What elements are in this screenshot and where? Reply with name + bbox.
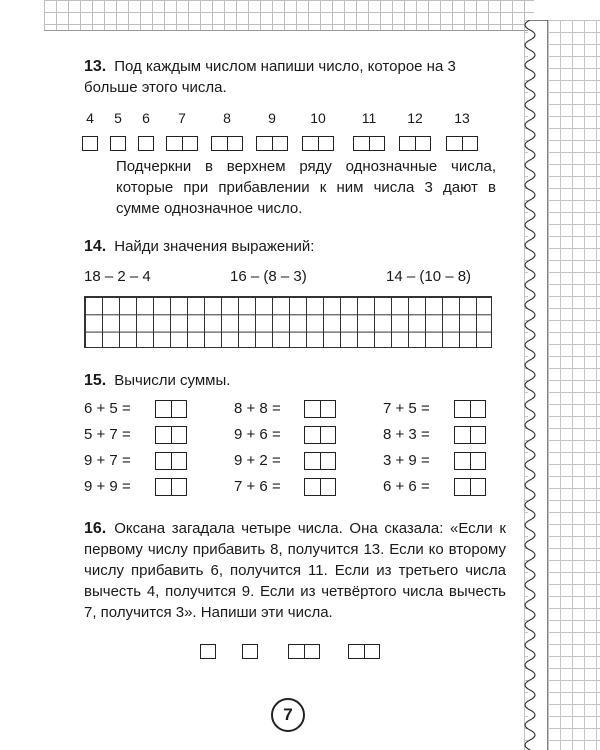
task-13-text: Под каждым числом напиши число, которое на 3 больше этого числа. (84, 58, 456, 96)
number-label: 12 (407, 110, 423, 126)
sum-expression: 7 + 5 = (383, 400, 430, 417)
task-15-number: 15. (84, 372, 107, 389)
sum-answer-box[interactable] (155, 478, 187, 496)
sum-answer-box[interactable] (304, 478, 336, 496)
task-16-text: Оксана загадала четыре числа. Она сказала: «Если к первому числу прибавить 8, получится 13. Если ко второму числу прибавить 6, получится 11. Если из третьего числа вычесть 4, получится 9. Если из четвёртого числа вычесть 7, получится 3». Напиши эти числа. (84, 520, 506, 621)
number-label: 8 (223, 110, 231, 126)
sum-expression: 6 + 5 = (84, 400, 131, 417)
sum-expression: 9 + 9 = (84, 478, 131, 495)
sum-expression: 6 + 6 = (383, 478, 430, 495)
top-grid-decoration (44, 0, 534, 31)
task-16 (84, 518, 506, 623)
page-number-text: 7 (283, 705, 293, 724)
sum-expression: 5 + 7 = (84, 426, 131, 443)
number-label: 10 (310, 110, 326, 126)
number-label: 9 (268, 110, 276, 126)
task-13 (84, 56, 504, 98)
answer-box[interactable] (82, 136, 98, 151)
sum-expression: 9 + 2 = (234, 452, 281, 469)
expression-3: 14 – (10 – 8) (386, 268, 472, 285)
sum-answer-box[interactable] (454, 400, 486, 418)
answer-box[interactable] (211, 136, 243, 151)
torn-edge-decoration (508, 20, 548, 750)
answer-box[interactable] (302, 136, 334, 151)
sum-expression: 8 + 3 = (383, 426, 430, 443)
page-number (271, 698, 305, 732)
task-15 (84, 370, 230, 391)
answer-grid[interactable] (84, 296, 492, 348)
answer-box-2[interactable] (242, 644, 258, 659)
sum-answer-box[interactable] (155, 400, 187, 418)
task-15-text: Вычисли суммы. (114, 372, 231, 389)
answer-box[interactable] (446, 136, 478, 151)
answer-box[interactable] (399, 136, 431, 151)
answer-box[interactable] (166, 136, 198, 151)
sum-answer-box[interactable] (304, 452, 336, 470)
answer-box-4[interactable] (348, 644, 380, 659)
sum-expression: 7 + 6 = (234, 478, 281, 495)
sum-answer-box[interactable] (155, 426, 187, 444)
task-14-text: Найди значения выражений: (114, 238, 315, 255)
sum-expression: 9 + 7 = (84, 452, 131, 469)
answer-box[interactable] (353, 136, 385, 151)
sum-expression: 8 + 8 = (234, 400, 281, 417)
number-label: 6 (142, 110, 150, 126)
sum-answer-box[interactable] (155, 452, 187, 470)
number-label: 13 (454, 110, 470, 126)
number-label: 4 (86, 110, 94, 126)
sum-answer-box[interactable] (454, 452, 486, 470)
task-13-instruction: Подчеркни в верхнем ряду однозначные числа, которые при прибавлении к ним числа 3 дают в сумме однозначное число. (116, 158, 496, 217)
number-label: 5 (114, 110, 122, 126)
task-16-number: 16. (84, 520, 107, 537)
sum-answer-box[interactable] (304, 400, 336, 418)
task-14-number: 14. (84, 238, 107, 255)
expression-2: 16 – (8 – 3) (230, 268, 307, 285)
answer-box[interactable] (256, 136, 288, 151)
sum-expression: 3 + 9 = (383, 452, 430, 469)
task-13-number: 13. (84, 58, 107, 75)
answer-box[interactable] (110, 136, 126, 151)
number-label: 7 (178, 110, 186, 126)
expression-1: 18 – 2 – 4 (84, 268, 151, 285)
answer-box-1[interactable] (200, 644, 216, 659)
answer-box[interactable] (138, 136, 154, 151)
task-14 (84, 236, 314, 257)
answer-box-3[interactable] (288, 644, 320, 659)
sum-expression: 9 + 6 = (234, 426, 281, 443)
sum-answer-box[interactable] (454, 478, 486, 496)
sum-answer-box[interactable] (304, 426, 336, 444)
number-label: 11 (361, 110, 377, 126)
sum-answer-box[interactable] (454, 426, 486, 444)
